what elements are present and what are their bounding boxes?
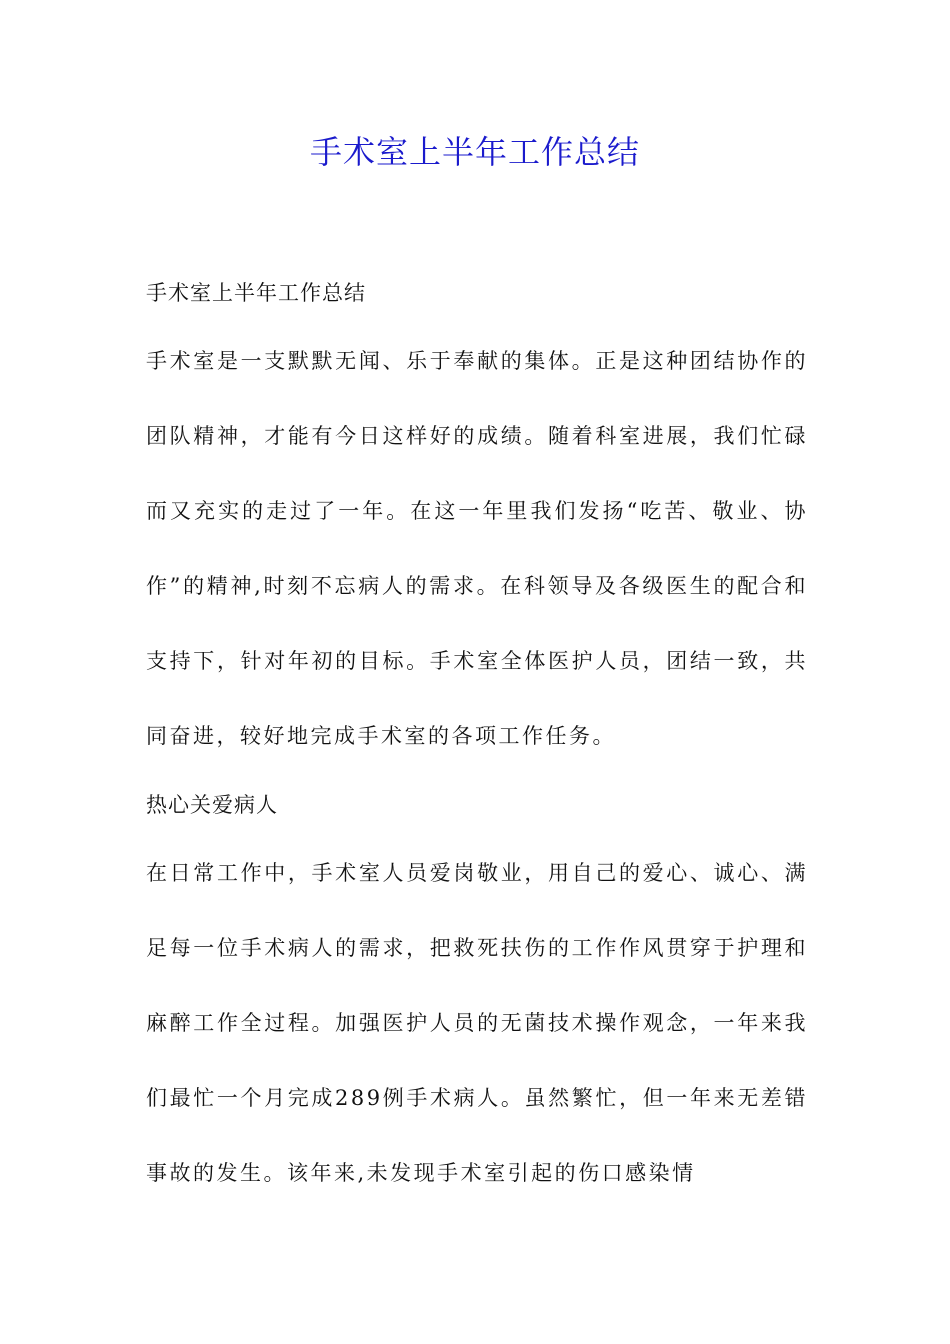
document-title: 手术室上半年工作总结: [309, 133, 640, 171]
section-heading: 热心关爱病人: [146, 793, 278, 817]
paragraph-patient-care: 在日常工作中，手术室人员爱岗敬业，用自己的爱心、诚心、满足每一位手术病人的需求，把救死扶伤的工作作风贯穿于护理和麻醉工作全过程。加强医护人员的无菌技术操作观念，一年来我们最忙一个月完成289例手术病人。虽然繁忙，但一年来无差错事故的发生。该年来,未发现手术室引起的伤口感染情: [146, 861, 808, 1185]
document-body: [146, 262, 808, 1211]
subtitle-line: 手术室上半年工作总结: [146, 281, 366, 305]
paragraph-intro: 手术室是一支默默无闻、乐于奉献的集体。正是这种团结协作的团队精神，才能有今日这样好的成绩。随着科室进展，我们忙碌而又充实的走过了一年。在这一年里我们发扬“吃苦、敬业、协作”的精神,时刻不忘病人的需求。在科领导及各级医生的配合和支持下，针对年初的目标。手术室全体医护人员，团结一致，共同奋进，较好地完成手术室的各项工作任务。: [146, 349, 808, 748]
